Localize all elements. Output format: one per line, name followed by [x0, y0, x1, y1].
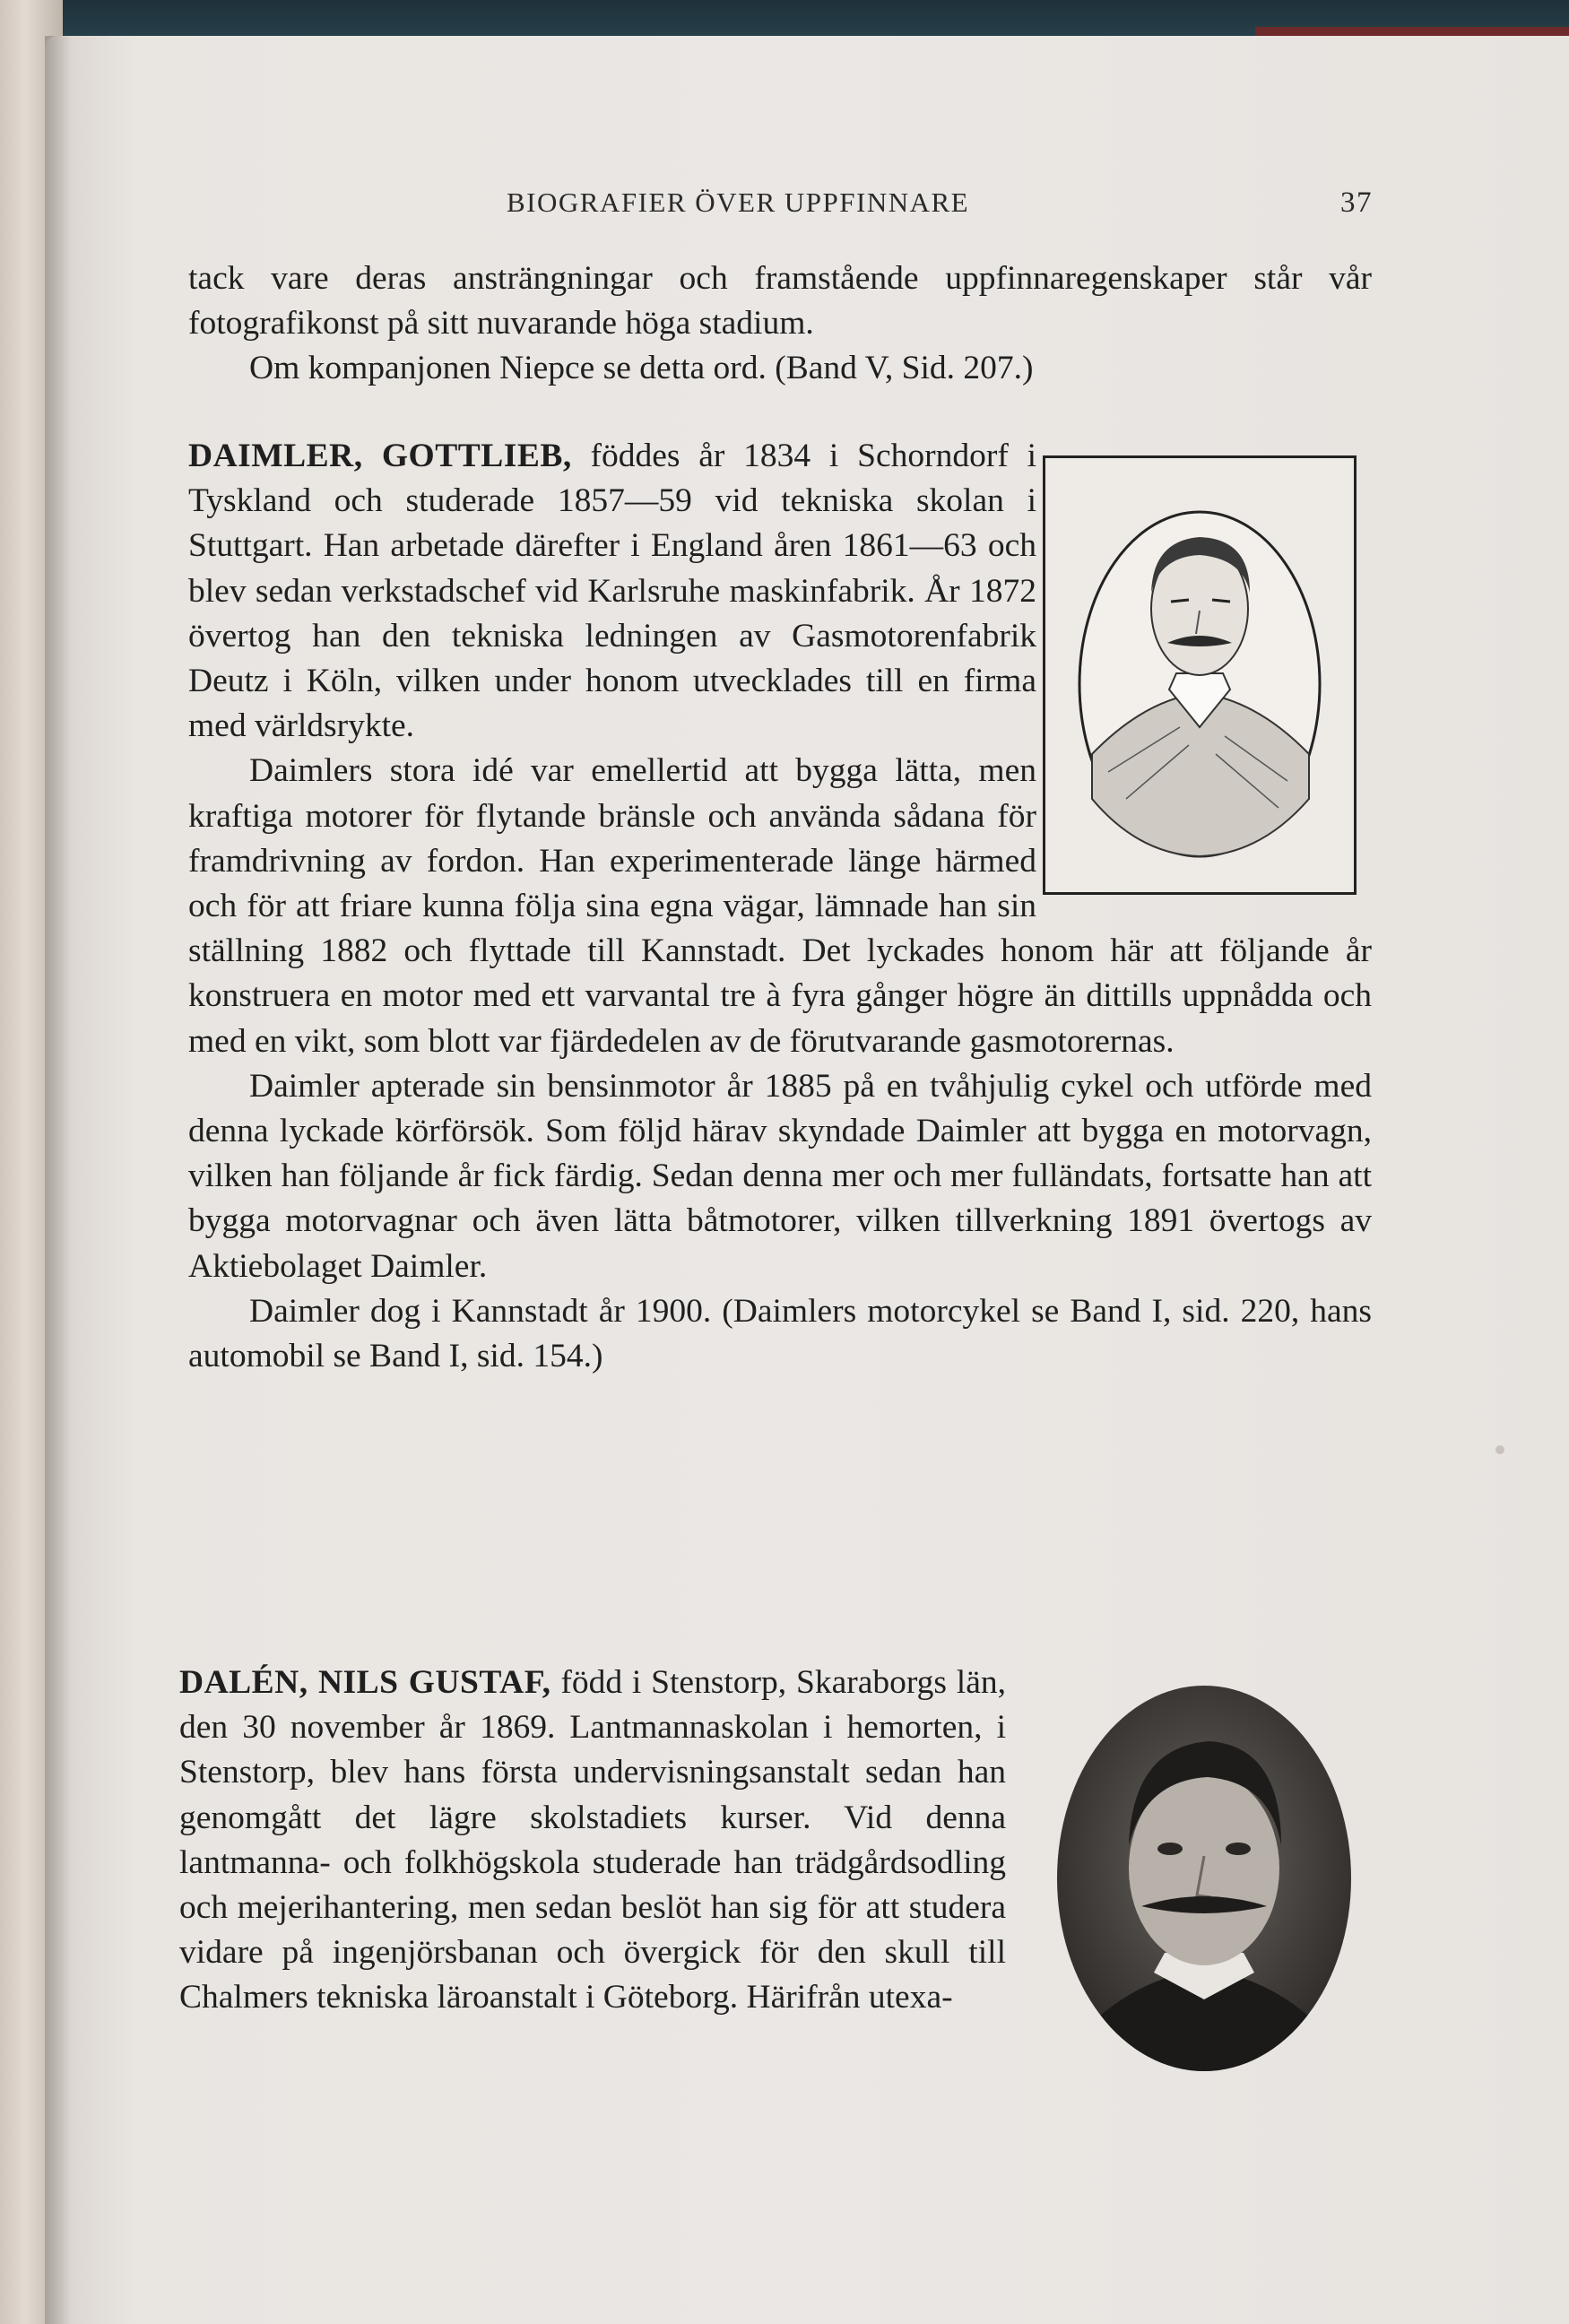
- dalen-name: DALÉN, NILS GUSTAF,: [179, 1664, 551, 1701]
- dalen-portrait: [1055, 1684, 1353, 2073]
- daimler-portrait: [1043, 455, 1357, 895]
- daimler-portrait-engraving: [1045, 458, 1354, 892]
- page-number: 37: [1340, 186, 1373, 219]
- daimler-paragraph-3: Daimler apterade sin bensinmotor år 1885 på en tvåhjulig cykel och utförde med denna lyckade körförsök. Som följd härav skyndade Daimler att bygga en motorvagn, vilken han följande år fick färdig. Sedan denna mer och mer fulländats, fortsatte han att bygga motorvagnar och även lätta båtmotorer, vilken tillverkning 1891 övertogs av Aktiebolaget Daimler.: [188, 1067, 1372, 1285]
- page-gutter-shadow: [45, 36, 72, 2324]
- daimler-paragraph-4: Daimler dog i Kannstadt år 1900. (Daimlers motorcykel se Band I, sid. 220, hans automobil se Band I, sid. 154.): [188, 1292, 1372, 1375]
- intro-text: [188, 256, 1372, 392]
- page-speck: [1495, 1445, 1504, 1454]
- dalen-entry: [179, 1661, 1006, 2021]
- daimler-name: DAIMLER, GOTTLIEB,: [188, 438, 572, 474]
- intro-reference: Om kompanjonen Niepce se detta ord. (Band V, Sid. 207.): [249, 350, 1034, 387]
- daimler-paragraph-2: Daimlers stora idé var emellertid att bygga lätta, men kraftiga motorer för flytande bränsle och använda sådana för framdrivning av fordon. Han experimenterade länge härmed och för att friare kunna följa sina egna vägar, lämnade han sin ställning 1882 och flyttade till Kannstadt. Det lyckades honom här att följande år konstruera en motor med ett varvantal tre à fyra gånger högre än dittills uppnådda och med en vikt, som blott var fjärdedelen av de förutvarande gasmotorernas.: [188, 752, 1372, 1060]
- dalen-portrait-photo: [1055, 1684, 1353, 2073]
- dalen-paragraph-1: född i Stenstorp, Skaraborgs län, den 30 november år 1869. Lantmannaskolan i hemorten, i Stenstorp, blev hans första undervisningsanstalt sedan han genomgått det lägre skolstadiets kurser. Vid denna lantmanna- och folkhögskola studerade han trädgårdsodling och mejerihantering, men sedan beslöt han sig för att studera vidare på ingenjörsbanan och övergick för den skull till Chalmers tekniska läroanstalt i Göteborg. Härifrån utexa-: [179, 1664, 1006, 2016]
- daimler-paragraph-1: föddes år 1834 i Schorndorf i Tyskland och studerade 1857—59 vid tekniska skolan i Stuttgart. Han arbetade därefter i England åren 1861—63 och blev sedan verkstadschef vid Karlsruhe maskinfabrik. År 1872 övertog han den tekniska ledningen av Gasmotorenfabrik Deutz i Köln, vilken under honom utvecklades till en firma med världsrykte.: [188, 438, 1036, 745]
- intro-paragraph: tack vare deras ansträngningar och framstående uppfinnaregenskaper står vår fotografikonst på sitt nuvarande höga stadium.: [188, 260, 1372, 343]
- running-head-title: BIOGRAFIER ÖVER UPPFINNARE: [507, 186, 970, 218]
